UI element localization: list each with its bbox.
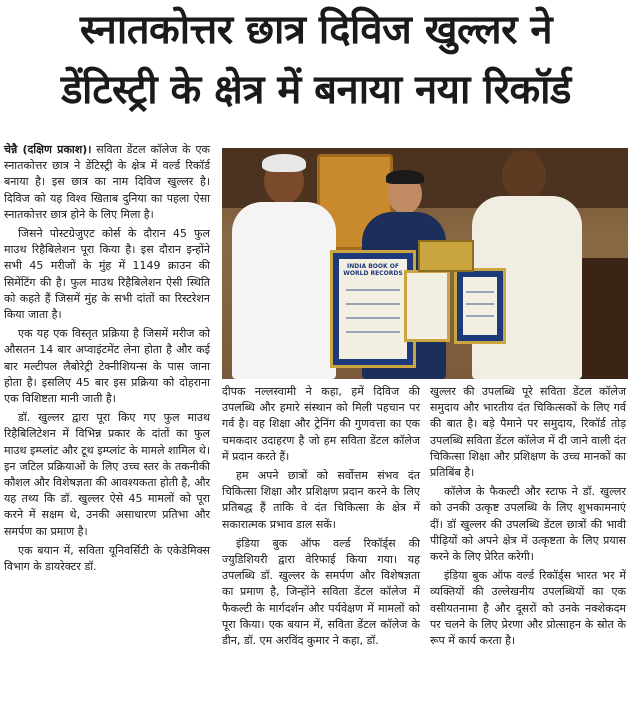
paragraph: एक बयान में, सविता यूनिवर्सिटी के एकेडेमिक्स विभाग के डायरेक्टर डॉ.: [4, 543, 210, 574]
certificate-middle: [404, 270, 450, 342]
dateline: चेन्नै (दक्षिण प्रकाश)।: [4, 143, 92, 156]
article-column-1: [4, 142, 210, 578]
headline-line-1: स्नातकोत्तर छात्र दिविज खुल्लर ने: [79, 7, 553, 53]
paragraph: इंडिया बुक ऑफ वर्ल्ड रिकॉर्ड्स की ज्युडिशियरी द्वारा वेरिफाई किया गया। यह उपलब्धि डॉ. खुल्लर के समर्पण और विशेषज्ञता का प्रमाण है, जिन्होंने सविता डेंटल कॉलेज में फैकल्टी के मार्गदर्शन और पर्यवेक्षण में मामलों को पूरा किया। एक बयान में, सविता डेंटल कॉलेज के डीन, डॉ. एम अरविंद कुमार ने कहा, डॉ.: [222, 536, 420, 648]
paragraph: हम अपने छात्रों को सर्वोत्तम संभव दंत चिकित्सा शिक्षा और प्रशिक्षण प्रदान करने के लिए प्रतिबद्ध हैं ताकि वे दंत चिकित्सा के क्षेत्र में सकारात्मक प्रभाव डाल सकें।: [222, 469, 420, 531]
article-column-2: [222, 384, 420, 652]
article-column-3: [430, 384, 626, 652]
paragraph: इंडिया बुक ऑफ वर्ल्ड रिकॉर्ड्स भारत भर में व्यक्तियों की उल्लेखनीय उपलब्धियों का एक वसीयतनामा है और दूसरों को उनके नक्शेकदम पर चलने के लिए प्रेरणा और प्रोत्साहन के स्रोत के रूप में कार्य करता है।: [430, 569, 626, 648]
award-plaque: [418, 240, 474, 272]
paragraph: डॉ. खुल्लर द्वारा पूरा किए गए फुल माउथ रिहैबिलिटेशन में विभिन्न प्रकार के दांतों का फुल माउथ इम्प्लांट और टूथ इम्प्लांट के मामले शामिल थे। इन जटिल प्रक्रियाओं के लिए उच्च स्तर के तकनीकी कौशल और विशेषज्ञता की आवश्यकता होती है, और यह तथ्य कि डॉ. खुल्लर ऐसे 45 मामलों को पूरा करने में सक्षम थे, उनकी असाधारण प्रतिभा और समर्पण का प्रमाण है।: [4, 411, 210, 538]
paragraph: कॉलेज के फैकल्टी और स्टाफ ने डॉ. खुल्लर को उनकी उत्कृष्ट उपलब्धि के लिए शुभकामनाएं दीं। डॉ खुल्लर की उपलब्धि डेंटल छात्रों की भावी पीढ़ियों को अपने क्षेत्र में उत्कृष्टता के लिए प्रयास करने के लिए प्रेरित करेगी।: [430, 485, 626, 564]
headline-line-2: डेंटिस्ट्री के क्षेत्र में बनाया नया रिकॉर्ड: [61, 67, 571, 113]
certificate-right: [454, 268, 506, 344]
paragraph: दीपक नल्लस्वामी ने कहा, हमें दिविज की उपलब्धि और हमारे संस्थान को मिली पहचान पर गर्व है। वह शिक्षा और ट्रेनिंग की गुणवत्ता का एक चमकदार उदाहरण है जो हम सविता डेंटल कॉलेज में प्रदान करते हैं।: [222, 385, 420, 463]
paragraph: खुल्लर की उपलब्धि पूरे सविता डेंटल कॉलेज समुदाय और भारतीय दंत चिकित्सकों के लिए गर्व की बात है। बड़े पैमाने पर समुदाय, रिकॉर्ड तोड़ उपलब्धि सविता डेंटल कॉलेज में दी जाने वाली दंत चिकित्सा शिक्षा और प्रशिक्षण के उच्च मानकों का प्रतिबिंब है।: [430, 385, 626, 480]
news-photo: [222, 148, 628, 379]
paragraph: [4, 142, 210, 223]
paragraph: जिसने पोस्टग्रेजुएट कोर्स के दौरान 45 फुल माउथ रिहैबिलेशन पूरा किया है। इस दौरान इन्होंने सभी 45 मरीजों के मुंह में 1149 क्राउन की सिमेंटिंग की है। फुल माउथ रिहैबिलेशन ऐसी स्थिति को कहते हैं जिसमें मुंह के सभी दांतों का रिस्टरेशन किया जाता है।: [4, 227, 210, 322]
paragraph-text: सविता डेंटल कॉलेज के एक स्नातकोत्तर छात्र ने डेंटिस्ट्री के क्षेत्र में वर्ल्ड रिकॉर्ड बनाया है। इस छात्र का नाम दिविज खुल्लर है। दिविज को यह विश्व खिताब दुनिया का पहला ऐसा स्नातकोत्तर छात्र होने के लिए मिला है।: [4, 143, 210, 221]
paragraph: एक यह एक विस्तृत प्रक्रिया है जिसमें मरीज को औसतन 14 बार अप्वाइंटमेंट लेना होता है और कई बार मल्टीपल लैबोरेट्री टेक्नीशियन्स के पास जाना होता है। इसलिए 45 बार इस प्रक्रिया को दोहराना एक विशिष्टता मानी जाती है।: [4, 327, 210, 406]
certificate-title: INDIA BOOK OF WORLD RECORDS: [343, 263, 403, 277]
